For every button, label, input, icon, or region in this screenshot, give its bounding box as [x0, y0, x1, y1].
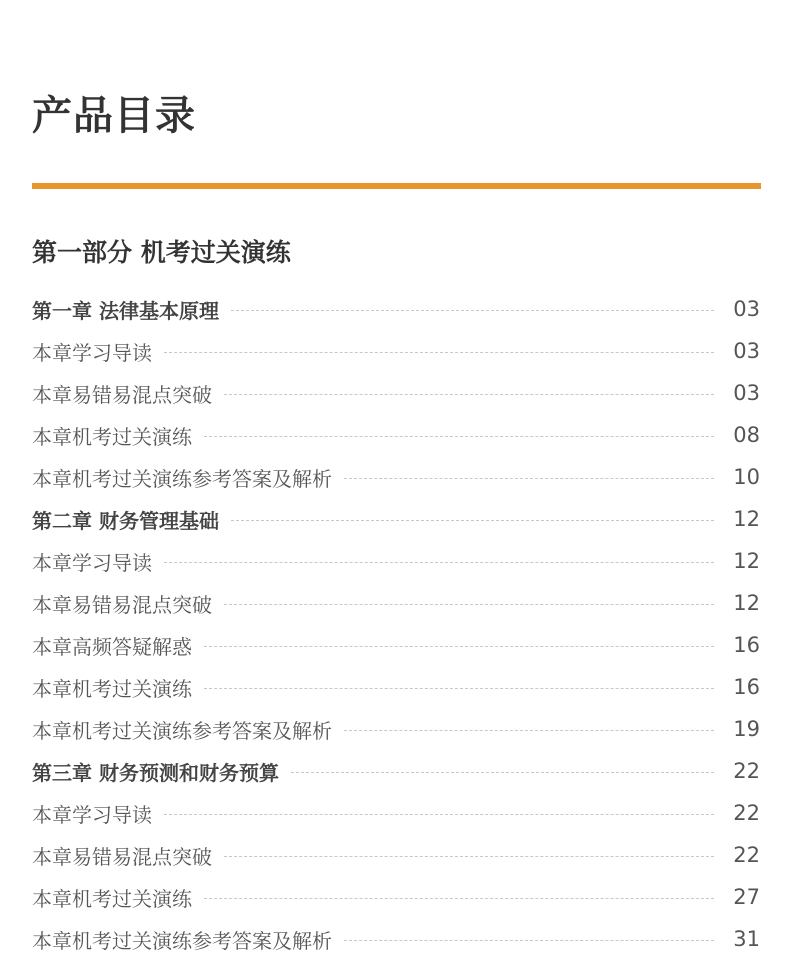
toc-row[interactable]	[32, 288, 760, 330]
title-divider	[32, 183, 761, 189]
toc-row[interactable]	[32, 918, 760, 960]
toc-entry-label: 本章易错易混点突破	[32, 844, 212, 869]
toc-page-number: 16	[733, 633, 760, 657]
toc-row[interactable]	[32, 414, 760, 456]
dotted-leader	[344, 940, 714, 941]
toc-row[interactable]	[32, 456, 760, 498]
toc-entry-label: 本章学习导读	[32, 340, 152, 365]
dotted-leader	[344, 730, 714, 731]
dotted-leader	[204, 688, 714, 689]
toc-page-number: 22	[733, 759, 760, 783]
toc-entry-label: 本章机考过关演练	[32, 424, 192, 449]
page-title: 产品目录	[32, 93, 196, 139]
toc-page-number: 03	[733, 297, 760, 321]
toc-entry-label: 第二章 财务管理基础	[32, 508, 219, 533]
toc-row[interactable]	[32, 540, 760, 582]
toc-entry-label: 本章机考过关演练参考答案及解析	[32, 466, 332, 491]
toc-entry-label: 第三章 财务预测和财务预算	[32, 760, 279, 785]
toc-row[interactable]	[32, 792, 760, 834]
toc-row[interactable]	[32, 498, 760, 540]
toc-row[interactable]	[32, 582, 760, 624]
toc-entry-label: 第一章 法律基本原理	[32, 298, 219, 323]
toc-entry-label: 本章机考过关演练	[32, 676, 192, 701]
toc-page-number: 03	[733, 381, 760, 405]
toc-page-number: 31	[733, 927, 760, 951]
toc-page-number: 16	[733, 675, 760, 699]
dotted-leader	[204, 646, 714, 647]
toc-entry-label: 本章机考过关演练参考答案及解析	[32, 718, 332, 743]
toc-page-number: 08	[733, 423, 760, 447]
dotted-leader	[204, 898, 714, 899]
toc-page-number: 22	[733, 843, 760, 867]
dotted-leader	[164, 562, 714, 563]
dotted-leader	[224, 604, 714, 605]
dotted-leader	[231, 310, 714, 311]
toc-row[interactable]	[32, 330, 760, 372]
toc-row[interactable]	[32, 708, 760, 750]
toc-page-number: 10	[733, 465, 760, 489]
toc-entry-label: 本章学习导读	[32, 550, 152, 575]
dotted-leader	[224, 856, 714, 857]
toc-entry-label: 本章学习导读	[32, 802, 152, 827]
dotted-leader	[291, 772, 714, 773]
dotted-leader	[231, 520, 714, 521]
toc-row[interactable]	[32, 624, 760, 666]
toc-page-number: 22	[733, 801, 760, 825]
toc-page-number: 03	[733, 339, 760, 363]
dotted-leader	[164, 814, 714, 815]
toc-entry-label: 本章易错易混点突破	[32, 382, 212, 407]
dotted-leader	[344, 478, 714, 479]
toc-entry-label: 本章机考过关演练参考答案及解析	[32, 928, 332, 953]
toc-row[interactable]	[32, 750, 760, 792]
toc-page-number: 19	[733, 717, 760, 741]
dotted-leader	[164, 352, 714, 353]
toc-entry-label: 本章易错易混点突破	[32, 592, 212, 617]
toc-page-number: 12	[733, 549, 760, 573]
toc-page-number: 27	[733, 885, 760, 909]
toc-page-number: 12	[733, 507, 760, 531]
dotted-leader	[224, 394, 714, 395]
toc-entry-label: 本章机考过关演练	[32, 886, 192, 911]
toc-row[interactable]	[32, 372, 760, 414]
part-title: 第一部分 机考过关演练	[32, 238, 291, 267]
toc-row[interactable]	[32, 834, 760, 876]
table-of-contents	[32, 288, 760, 960]
toc-row[interactable]	[32, 876, 760, 918]
dotted-leader	[204, 436, 714, 437]
toc-page-number: 12	[733, 591, 760, 615]
toc-row[interactable]	[32, 666, 760, 708]
toc-entry-label: 本章高频答疑解惑	[32, 634, 192, 659]
